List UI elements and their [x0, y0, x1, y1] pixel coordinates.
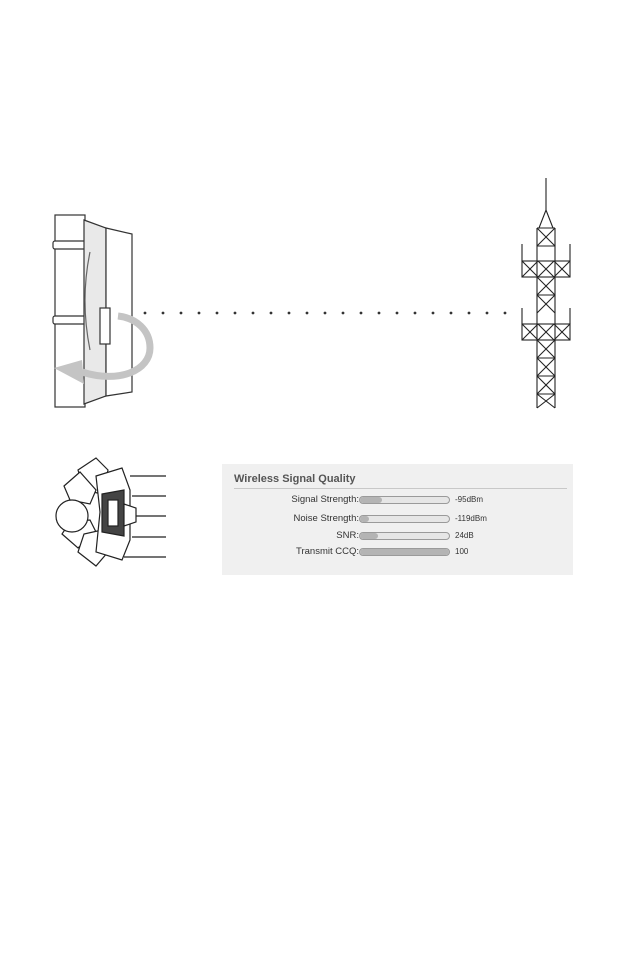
transmit-ccq-bar: [359, 548, 450, 556]
transmission-tower-icon: [522, 178, 570, 408]
signal-led-panel-icon: [56, 458, 166, 566]
panel-title: Wireless Signal Quality: [234, 473, 356, 485]
transmit-ccq-label: Transmit CCQ:: [296, 546, 359, 557]
title-divider: [234, 488, 567, 489]
noise-strength-bar-fill: [360, 516, 369, 522]
noise-strength-label: Noise Strength:: [293, 513, 359, 524]
transmit-ccq-value: 100: [455, 547, 469, 556]
signal-strength-bar: [359, 496, 450, 504]
snr-bar: [359, 532, 450, 540]
signal-strength-bar-fill: [360, 497, 382, 503]
snr-row: [222, 530, 573, 544]
signal-link-dots: [144, 312, 507, 315]
noise-strength-value: -119dBm: [455, 514, 487, 523]
snr-bar-fill: [360, 533, 378, 539]
snr-value: 24dB: [455, 531, 474, 540]
signal-strength-row: [222, 494, 573, 508]
snr-label: SNR:: [336, 530, 359, 541]
noise-strength-row: [222, 513, 573, 527]
wireless-signal-quality-panel: [222, 464, 573, 575]
signal-strength-value: -95dBm: [455, 495, 484, 504]
noise-strength-bar: [359, 515, 450, 523]
transmit-ccq-row: [222, 546, 573, 560]
signal-strength-label: Signal Strength:: [291, 494, 359, 505]
transmit-ccq-bar-fill: [360, 549, 449, 555]
